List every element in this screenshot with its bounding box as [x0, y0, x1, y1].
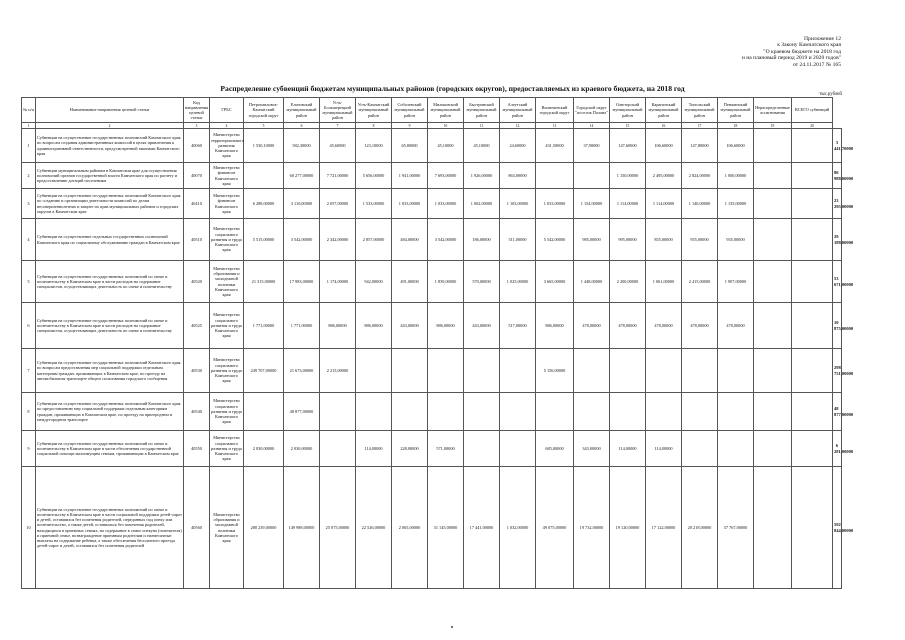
row-value: 280 239,00000: [244, 467, 284, 589]
column-number: 7: [320, 123, 356, 129]
row-number: 10: [22, 467, 36, 589]
row-number: 8: [22, 393, 36, 431]
column-header: № п/п: [22, 98, 36, 123]
column-number: 20: [792, 123, 833, 129]
row-value: 1 771,00000: [284, 303, 320, 349]
row-value: 1 114,00000: [646, 189, 682, 219]
row-grbs: Министерство финансов Камчатского края: [210, 189, 244, 219]
row-value: 1 530,10000: [244, 129, 284, 163]
row-value: [646, 349, 682, 393]
column-number: 13: [536, 123, 574, 129]
row-value: [244, 163, 284, 189]
row-value: [682, 349, 718, 393]
row-value: 2 065,00000: [392, 467, 428, 589]
row-value: [682, 393, 718, 431]
row-value: 1 140,00000: [682, 189, 718, 219]
row-value: [792, 431, 833, 467]
row-name: Субвенции на осуществление государственных полномочий по опеке и попечительству в Камчатском крае в части расходов на содержание специалистов, осуществляющих деятельность по опеке и попечительству: [36, 303, 184, 349]
column-header: Соболевский муниципальный район: [392, 98, 428, 123]
row-value: 886,00000: [356, 303, 392, 349]
row-name: Субвенции на осуществление государственных полномочий по опеке и попечительству в Камчатском крае в части социальной поддержки детей-сирот и детей, оставшихся без попечения родителей, переданных под опеку или попечительство, а также детей, оставшихся без попечения родителей, находящихся в приемных семьях, на содержание в семье опекуна (попечителя) и приемной семье, вознаграждение приемным родителям и ежемесячные выплаты на содержание ребенка, а также обеспечения бесплатного проезда детей-сирот и детей, оставшихся без попечения родителей: [36, 467, 184, 589]
row-value: [610, 349, 646, 393]
column-number: 17: [682, 123, 718, 129]
column-number: 8: [356, 123, 392, 129]
row-value: 45,60000: [320, 129, 356, 163]
page-marker: [451, 626, 453, 628]
column-header: Алеутский муниципальный район: [500, 98, 536, 123]
row-value: [792, 129, 833, 163]
row-value: [464, 393, 500, 431]
row-grbs: Министерство социального развития и труда Камчатского края: [210, 393, 244, 431]
row-value: 863,00000: [500, 163, 536, 189]
row-value: 942,00000: [356, 261, 392, 303]
row-name: Субвенции на осуществление государственных полномочий по опеке и попечительству в Камчатском крае в части расходов на содержание специалистов, осуществляющих деятельность по опеке и попечительству: [36, 261, 184, 303]
row-value: 17 122,00000: [646, 467, 682, 589]
row-value: 1 103,00000: [500, 189, 536, 219]
row-value: 1 941,00000: [392, 163, 428, 189]
appendix-line: от 24.11.2017 № 165: [792, 61, 841, 68]
row-value: [718, 431, 754, 467]
row-value: 1 533,00000: [356, 189, 392, 219]
row-value: [536, 393, 574, 431]
row-value: 1 033,00000: [536, 189, 574, 219]
row-value: 7 721,00000: [320, 163, 356, 189]
row-value: 2 824,00000: [682, 163, 718, 189]
row-number: 2: [22, 163, 36, 189]
row-total: 10 875,00000: [833, 303, 842, 349]
row-total: 86 988,00000: [833, 163, 842, 189]
table-row: [22, 393, 842, 431]
row-number: 7: [22, 349, 36, 393]
row-value: 21 673,00000: [284, 349, 320, 393]
row-value: 48 877,00000: [284, 393, 320, 431]
column-number: 6: [284, 123, 320, 129]
row-value: 2 857,00000: [356, 219, 392, 261]
column-header: Городской округ "поселок Палана": [574, 98, 610, 123]
row-number: 4: [22, 219, 36, 261]
column-number: 3: [184, 123, 210, 129]
row-code: 40525: [184, 303, 210, 349]
row-value: 1 135,00000: [718, 189, 754, 219]
row-value: 5 656,00000: [356, 163, 392, 189]
row-value: [646, 393, 682, 431]
row-value: [754, 467, 792, 589]
row-value: [428, 349, 464, 393]
row-value: 123,10000: [356, 129, 392, 163]
row-value: 45,10000: [428, 129, 464, 163]
row-value: 6 288,00000: [244, 189, 284, 219]
row-value: 17 441,00000: [464, 467, 500, 589]
row-value: 1 174,00000: [320, 261, 356, 303]
row-value: [320, 431, 356, 467]
row-value: 19 120,00000: [610, 467, 646, 589]
row-value: 1 032,00000: [500, 467, 536, 589]
column-header: Олюторский муниципальный район: [610, 98, 646, 123]
row-code: 40540: [184, 393, 210, 431]
column-number: 12: [500, 123, 536, 129]
row-value: [792, 163, 833, 189]
row-value: 114,00000: [646, 431, 682, 467]
row-value: [792, 261, 833, 303]
column-header: Нераспределенные ассигнования: [754, 98, 792, 123]
row-total: 48 877,00000: [833, 393, 842, 431]
row-value: [464, 431, 500, 467]
appendix-line: к Закону Камчатского края: [777, 42, 841, 49]
row-code: 40060: [184, 129, 210, 163]
row-value: 517,00000: [500, 303, 536, 349]
row-value: 2 415,00000: [682, 261, 718, 303]
row-value: 1 033,00000: [392, 189, 428, 219]
row-value: 22 526,00000: [356, 467, 392, 589]
row-value: [610, 393, 646, 431]
row-value: 37,90000: [574, 129, 610, 163]
row-value: 511,00000: [500, 219, 536, 261]
row-code: 40530: [184, 349, 210, 393]
row-value: [574, 349, 610, 393]
row-value: [754, 349, 792, 393]
row-number: 5: [22, 261, 36, 303]
row-value: [718, 349, 754, 393]
row-code: 40070: [184, 163, 210, 189]
row-grbs: Министерство образования и молодежной политики Камчатского края: [210, 467, 244, 589]
row-value: [754, 189, 792, 219]
row-value: 3 542,00000: [428, 219, 464, 261]
row-name: Субвенции на осуществление государственных полномочий по опеке и попечительству в Камчатском крае в части обеспечения государственной социальной помощи малоимущим семьям, проживающим в Камчатском крае: [36, 431, 184, 467]
table-row: [22, 431, 842, 467]
row-value: 1 150,00000: [610, 163, 646, 189]
column-number: 14: [574, 123, 610, 129]
row-value: 49 075,00000: [536, 467, 574, 589]
row-value: 20 218,00000: [682, 467, 718, 589]
row-code: 40410: [184, 189, 210, 219]
row-value: 886,00000: [536, 303, 574, 349]
column-header: Карагинский муниципальный район: [646, 98, 682, 123]
row-grbs: Министерство социального развития и труда Камчатского края: [210, 219, 244, 261]
column-header: Код направления целевой статьи: [184, 98, 210, 123]
row-value: [536, 163, 574, 189]
row-value: [392, 349, 428, 393]
row-value: 114,00000: [356, 431, 392, 467]
row-value: 985,00000: [574, 219, 610, 261]
row-number: 1: [22, 129, 36, 163]
row-value: 2 057,00000: [320, 189, 356, 219]
row-value: 1 033,00000: [428, 189, 464, 219]
row-value: 114,00000: [610, 431, 646, 467]
column-number: 15: [610, 123, 646, 129]
row-value: 478,00000: [646, 303, 682, 349]
table-row: [22, 467, 842, 589]
row-value: 228,00000: [392, 431, 428, 467]
row-value: 31 145,00000: [428, 467, 464, 589]
table-row: [22, 303, 842, 349]
row-value: 106,60000: [718, 129, 754, 163]
row-name: Субвенции на осуществление государственных полномочий Камчатского края по вопросам предоставления мер социальной поддержки отдельным категориям граждан, проживающих в Камчатском крае, по проезду на автомобильном транспорте общего пользования городского сообщения: [36, 349, 184, 393]
row-value: [320, 393, 356, 431]
row-value: 478,00000: [682, 303, 718, 349]
row-value: 443,00000: [464, 303, 500, 349]
row-value: 3 542,00000: [284, 219, 320, 261]
row-value: 3 110,00000: [284, 189, 320, 219]
column-number: 19: [754, 123, 792, 129]
document-title: Распределение субвенций бюджетам муниципальных районов (городских округов), предоставляемых из краевого бюджета, на 2018 год: [220, 84, 685, 93]
row-value: 478,00000: [718, 303, 754, 349]
row-value: [574, 393, 610, 431]
column-number: 11: [464, 123, 500, 129]
row-value: 570,00000: [464, 261, 500, 303]
row-name: Субвенции на осуществление государственных полномочий Камчатского края по созданию и организации деятельности комиссий по делам несовершеннолетних и защите их прав муниципальных районов и городских округов в Камчатском крае: [36, 189, 184, 219]
row-value: 2 342,00000: [320, 219, 356, 261]
row-code: 40510: [184, 219, 210, 261]
row-value: 1 154,00000: [574, 189, 610, 219]
row-grbs: Министерство социального развития и труда Камчатского края: [210, 349, 244, 393]
row-value: 1 907,00000: [718, 261, 754, 303]
column-header: Пенжинский муниципальный район: [718, 98, 754, 123]
column-header: Елизовский муниципальный район: [284, 98, 320, 123]
row-value: [428, 393, 464, 431]
table-row: [22, 163, 842, 189]
table-row: [22, 219, 842, 261]
row-value: 1 061,00000: [646, 261, 682, 303]
row-value: 17 983,00000: [284, 261, 320, 303]
row-value: [792, 219, 833, 261]
row-value: 19 732,00000: [574, 467, 610, 589]
row-total: 3 441,70000: [833, 129, 842, 163]
row-value: [356, 349, 392, 393]
row-total: 592 844,00000: [833, 467, 842, 589]
row-value: [792, 393, 833, 431]
row-total: 6 281,00000: [833, 431, 842, 467]
row-value: [682, 431, 718, 467]
row-value: 1 002,00000: [464, 189, 500, 219]
row-value: 106,60000: [646, 129, 682, 163]
row-number: 9: [22, 431, 36, 467]
table-row: [22, 261, 842, 303]
row-value: [500, 431, 536, 467]
row-value: 5 542,00000: [536, 219, 574, 261]
row-value: 65,80000: [392, 129, 428, 163]
row-grbs: Министерство образования и молодежной политики Камчатского края: [210, 261, 244, 303]
row-value: [392, 393, 428, 431]
column-number: 16: [646, 123, 682, 129]
row-value: 5 156,00000: [536, 349, 574, 393]
row-total: 29 188,00000: [833, 219, 842, 261]
row-value: 24,60000: [500, 129, 536, 163]
row-value: 25 075,00000: [320, 467, 356, 589]
row-value: 1 926,00000: [464, 163, 500, 189]
row-total: 23 295,00000: [833, 189, 842, 219]
row-value: [464, 349, 500, 393]
row-number: 3: [22, 189, 36, 219]
column-header: Мильковский муниципальный район: [428, 98, 464, 123]
column-header: Наименование направления целевой статьи: [36, 98, 184, 123]
column-header: Усть-Большерецкий муниципальный район: [320, 98, 356, 123]
column-number: 9: [392, 123, 428, 129]
table-row: [22, 129, 842, 163]
row-value: 2 495,00000: [646, 163, 682, 189]
row-name: Субвенции муниципальным районам в Камчатском крае для осуществления полномочий органов государственной власти Камчатского края по расчету и предоставлению дотаций поселениям: [36, 163, 184, 189]
column-header: ВСЕГО субвенций: [792, 98, 833, 123]
header-row: [22, 98, 842, 123]
row-value: 995,00000: [610, 219, 646, 261]
row-value: 582,30000: [284, 129, 320, 163]
row-value: [754, 163, 792, 189]
row-code: 40560: [184, 467, 210, 589]
table-body: [22, 129, 854, 589]
row-value: 343,00000: [574, 431, 610, 467]
column-header: Вилючинский городской округ: [536, 98, 574, 123]
row-value: [500, 349, 536, 393]
subventions-table: [21, 97, 854, 589]
column-number: 2: [36, 123, 184, 129]
row-value: 45,10000: [464, 129, 500, 163]
column-header: Петропавловск-Камчатский городской округ: [244, 98, 284, 123]
row-value: [754, 393, 792, 431]
row-value: 855,00000: [646, 219, 682, 261]
row-value: 478,00000: [574, 303, 610, 349]
row-value: 886,00000: [320, 303, 356, 349]
row-value: [754, 129, 792, 163]
row-value: 2 215,00000: [320, 349, 356, 393]
row-value: [754, 431, 792, 467]
row-value: 685,00000: [536, 431, 574, 467]
column-header: Быстринский муниципальный район: [464, 98, 500, 123]
row-value: 1 839,00000: [428, 261, 464, 303]
row-total: 298 751,00000: [833, 349, 842, 393]
row-value: [500, 393, 536, 431]
row-value: 249 707,00000: [244, 349, 284, 393]
row-value: [244, 393, 284, 431]
row-value: 147,80000: [682, 129, 718, 163]
appendix-line: Приложение 12: [803, 36, 841, 42]
appendix-header: [742, 36, 841, 68]
row-name: Субвенции на осуществление государственных полномочий Камчатского края по предоставлению мер социальной поддержки отдельным категориям граждан, проживающих в Камчатском крае, по проезду на пригородном и междугородном транспорте: [36, 393, 184, 431]
row-value: [754, 303, 792, 349]
row-value: 2 200,00000: [610, 261, 646, 303]
row-grbs: Министерство финансов Камчатского края: [210, 163, 244, 189]
row-value: 7 693,00000: [428, 163, 464, 189]
row-value: 1 771,00000: [244, 303, 284, 349]
row-value: 431,50000: [536, 129, 574, 163]
row-value: 955,00000: [682, 219, 718, 261]
row-value: 443,00000: [392, 303, 428, 349]
column-number: 5: [244, 123, 284, 129]
row-value: 1 114,00000: [610, 189, 646, 219]
appendix-line: "О краевом бюджете на 2018 год: [763, 48, 841, 55]
row-grbs: Министерство социального развития и труда Камчатского края: [210, 431, 244, 467]
row-name: Субвенции на осуществление государственных полномочий Камчатского края по вопросам создания административных комиссий в целях привлечения к административной ответственности, предусмотренной законами Камчатского края: [36, 129, 184, 163]
row-value: 484,00000: [392, 219, 428, 261]
row-value: [792, 467, 833, 589]
row-name: Субвенции на осуществление отдельных государственных полномочий Камчатского края по социальному обслуживанию граждан в Камчатском крае: [36, 219, 184, 261]
column-number: 1: [22, 123, 36, 129]
table-row: [22, 349, 842, 393]
row-value: [754, 261, 792, 303]
row-value: 60 277,00000: [284, 163, 320, 189]
row-value: 3 665,00000: [536, 261, 574, 303]
row-grbs: Министерство территориального развития Камчатского края: [210, 129, 244, 163]
row-value: 935,00000: [718, 219, 754, 261]
row-value: 1 448,00000: [574, 261, 610, 303]
row-value: [792, 349, 833, 393]
table-row: [22, 189, 842, 219]
row-value: [718, 393, 754, 431]
row-value: 571,00000: [428, 431, 464, 467]
row-value: 1 025,00000: [500, 261, 536, 303]
row-value: 491,00000: [392, 261, 428, 303]
row-value: 1 000,00000: [718, 163, 754, 189]
row-grbs: Министерство социального развития и труда Камчатского края: [210, 303, 244, 349]
row-value: 147,60000: [610, 129, 646, 163]
row-value: 149 988,00000: [284, 467, 320, 589]
column-header: Тигильский муниципальный район: [682, 98, 718, 123]
row-code: 40520: [184, 261, 210, 303]
row-value: 21 315,00000: [244, 261, 284, 303]
row-value: 886,00000: [428, 303, 464, 349]
row-value: 2 030,00000: [244, 431, 284, 467]
row-value: [356, 393, 392, 431]
column-number: 4: [210, 123, 244, 129]
row-number: 6: [22, 303, 36, 349]
column-number: 18: [718, 123, 754, 129]
row-value: 186,00000: [464, 219, 500, 261]
row-code: 40550: [184, 431, 210, 467]
row-total: 53 671,00000: [833, 261, 842, 303]
row-value: [792, 189, 833, 219]
row-value: [792, 303, 833, 349]
column-header: Усть-Камчатский муниципальный район: [356, 98, 392, 123]
column-header: ГРБС: [210, 98, 244, 123]
row-value: [574, 163, 610, 189]
row-value: [754, 219, 792, 261]
row-value: 478,00000: [610, 303, 646, 349]
column-number: 10: [428, 123, 464, 129]
row-value: 2 030,00000: [284, 431, 320, 467]
row-value: 37 767,00000: [718, 467, 754, 589]
row-value: 5 515,00000: [244, 219, 284, 261]
appendix-line: и на плановый период 2019 и 2020 годов": [741, 55, 841, 62]
units-label: тыс.рублей: [819, 92, 842, 97]
